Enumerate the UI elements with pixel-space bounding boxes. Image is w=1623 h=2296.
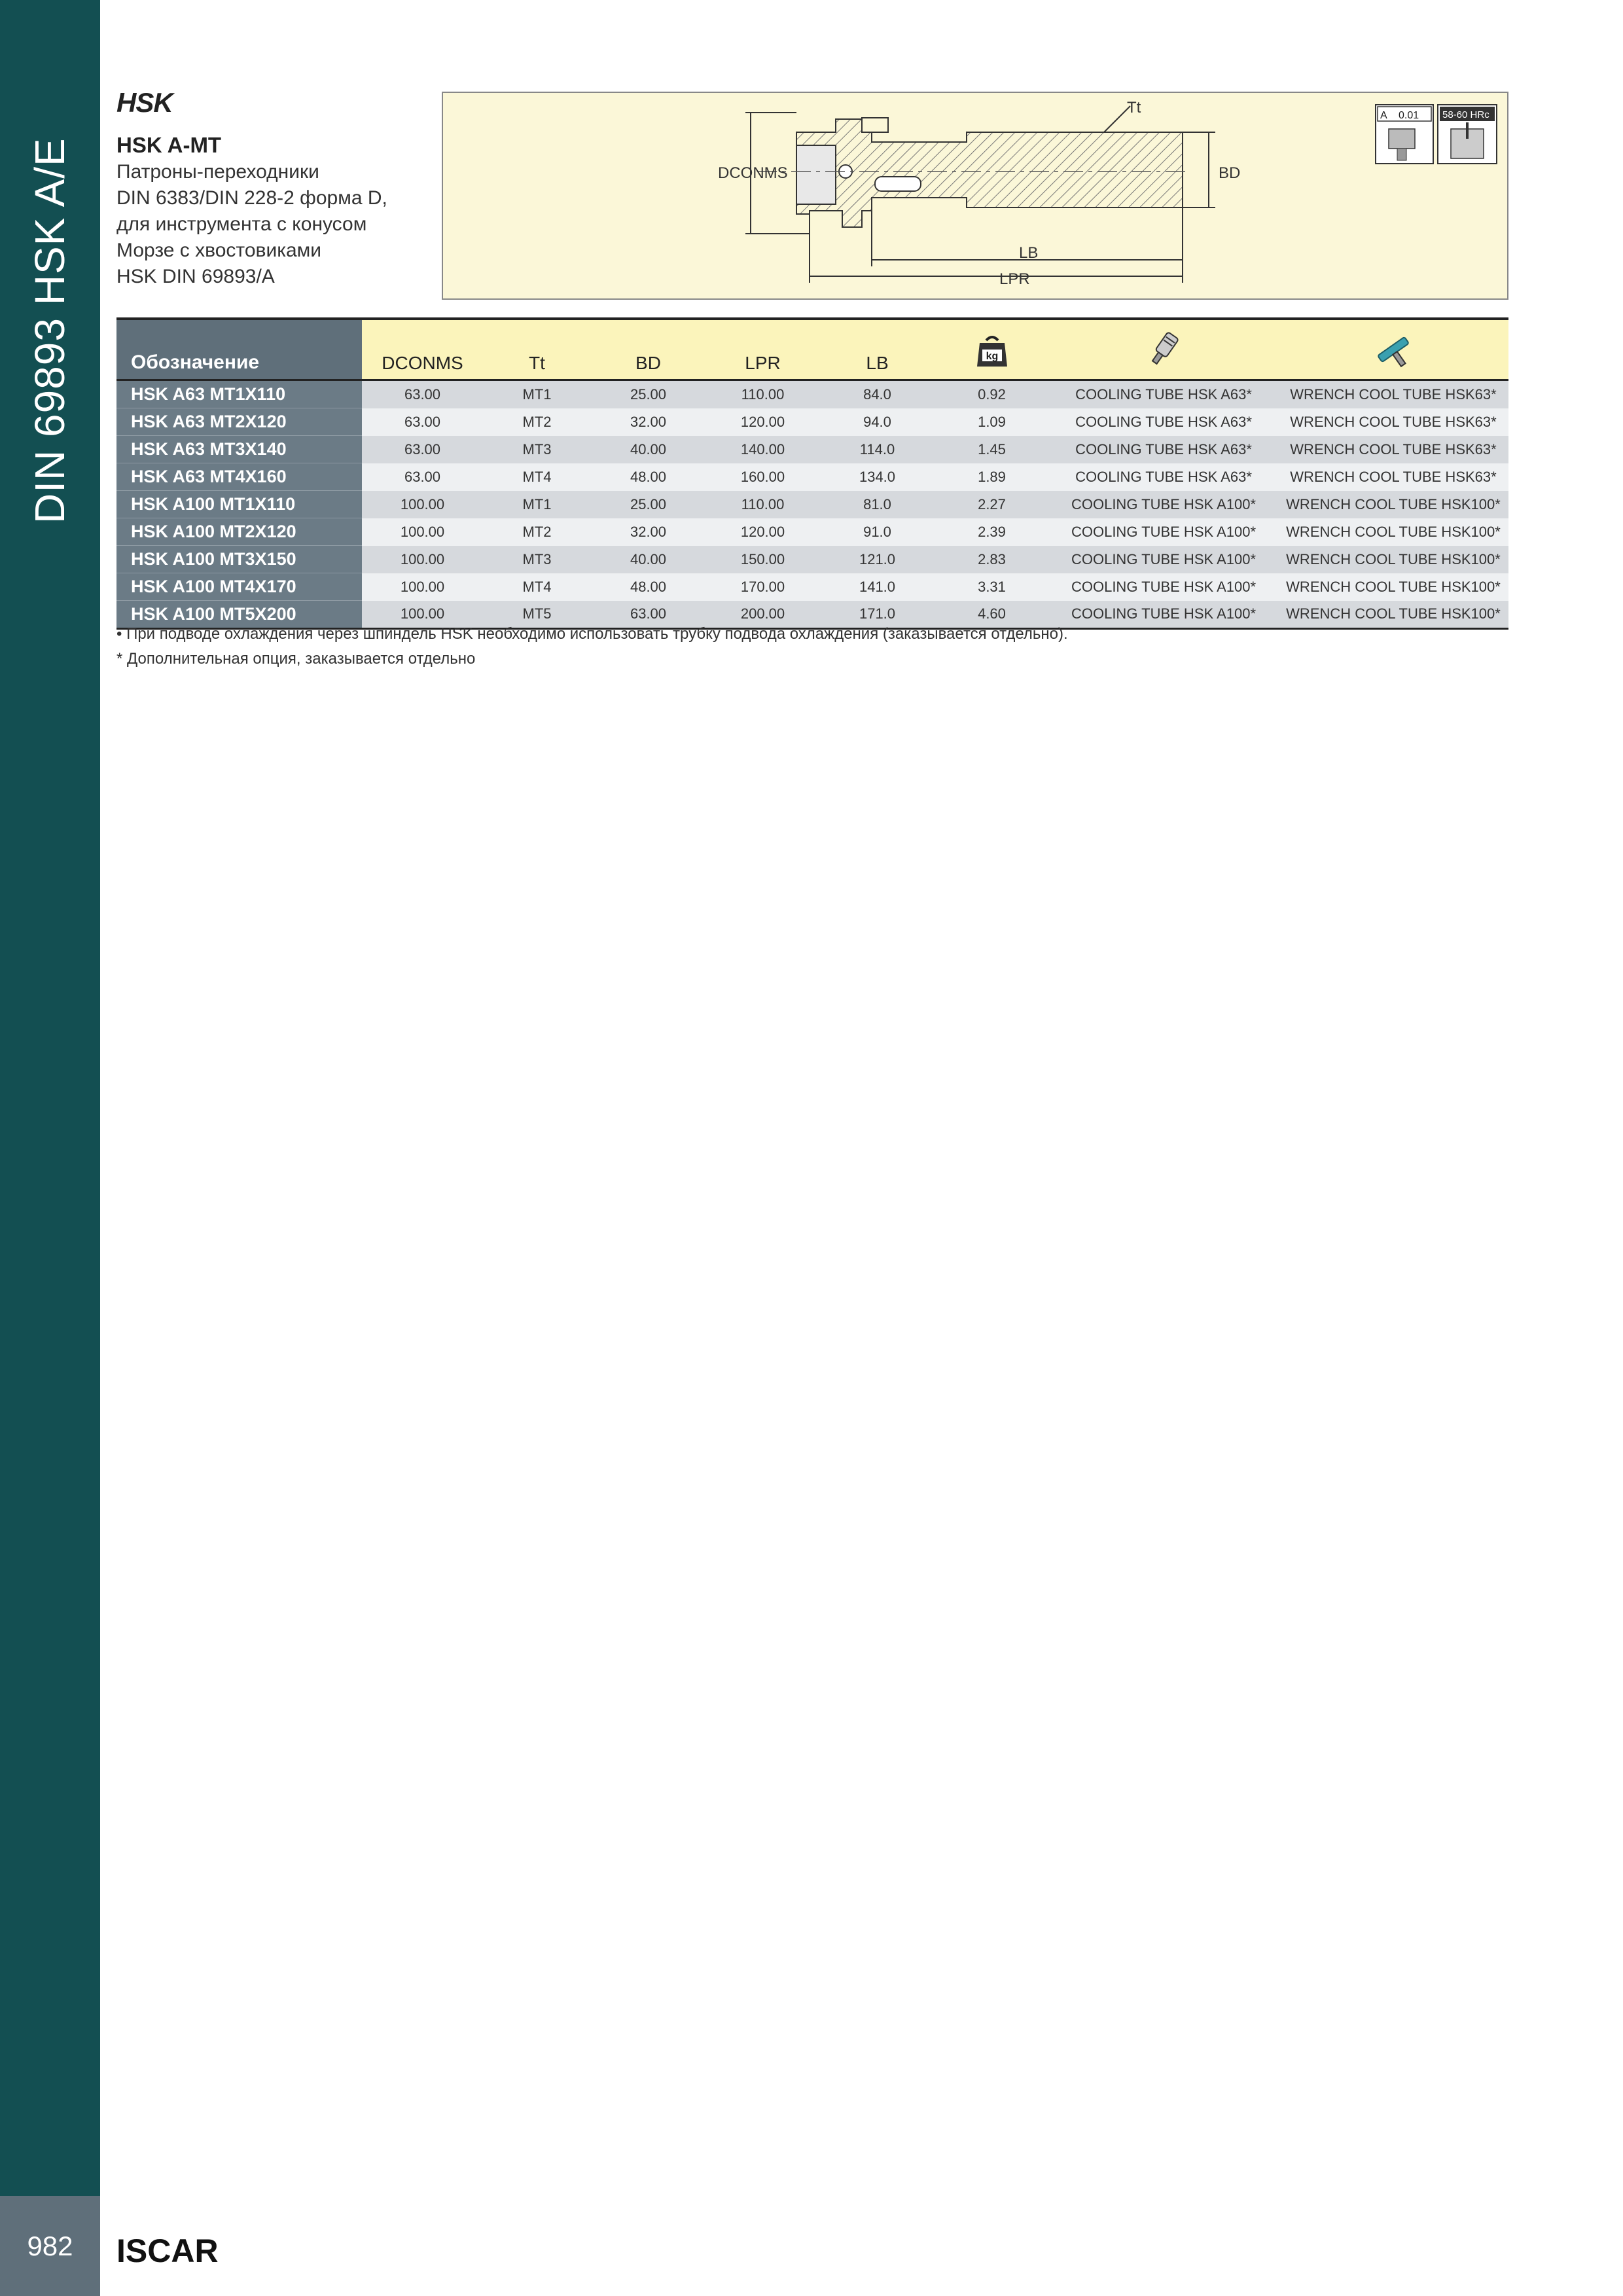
cell-wrench: WRENCH COOL TUBE HSK100* bbox=[1278, 601, 1508, 629]
cell-tt: MT1 bbox=[483, 380, 591, 408]
cell-wrench: WRENCH COOL TUBE HSK100* bbox=[1278, 546, 1508, 573]
cell-lb: 171.0 bbox=[820, 601, 935, 629]
cell-tt: MT1 bbox=[483, 491, 591, 518]
cell-bd: 48.00 bbox=[591, 573, 705, 601]
header-designation: Обозначение bbox=[116, 319, 362, 380]
header-weight bbox=[935, 319, 1049, 380]
cell-lb: 91.0 bbox=[820, 518, 935, 546]
cell-designation: HSK A100 MT3X150 bbox=[116, 546, 362, 573]
table-row bbox=[116, 463, 1508, 491]
cell-lb: 114.0 bbox=[820, 436, 935, 463]
cell-bd: 32.00 bbox=[591, 518, 705, 546]
table-header-row bbox=[116, 319, 1508, 380]
weight-icon-label: kg bbox=[986, 351, 998, 362]
cell-lpr: 170.00 bbox=[705, 573, 820, 601]
footnote-option: * Дополнительная опция, заказывается отдельно bbox=[116, 650, 476, 668]
section-title-text: DIN 69893 HSK A/E bbox=[26, 137, 73, 524]
description-line: Морзе с хвостовиками bbox=[116, 240, 322, 261]
description-line: для инструмента с конусом bbox=[116, 213, 367, 235]
cell-kg: 2.39 bbox=[935, 518, 1049, 546]
cell-dconms: 63.00 bbox=[362, 408, 483, 436]
cell-kg: 4.60 bbox=[935, 601, 1049, 629]
cell-dconms: 63.00 bbox=[362, 463, 483, 491]
cell-lpr: 110.00 bbox=[705, 491, 820, 518]
hardness-badge bbox=[1438, 105, 1497, 164]
product-description bbox=[116, 159, 457, 290]
page-number: 982 bbox=[0, 2196, 100, 2296]
cell-kg: 1.09 bbox=[935, 408, 1049, 436]
cell-kg: 0.92 bbox=[935, 380, 1049, 408]
cell-tt: MT2 bbox=[483, 408, 591, 436]
table-row bbox=[116, 380, 1508, 408]
header-wrench bbox=[1278, 319, 1508, 380]
cell-tt: MT2 bbox=[483, 518, 591, 546]
cell-designation: HSK A100 MT1X110 bbox=[116, 491, 362, 518]
label-lb: LB bbox=[1019, 244, 1039, 262]
cell-wrench: WRENCH COOL TUBE HSK63* bbox=[1278, 436, 1508, 463]
header-lpr: LPR bbox=[705, 319, 820, 380]
cell-lb: 81.0 bbox=[820, 491, 935, 518]
label-lpr: LPR bbox=[999, 270, 1030, 288]
label-dconms: DCONMS bbox=[718, 164, 788, 182]
cell-bd: 25.00 bbox=[591, 491, 705, 518]
footnotes bbox=[116, 622, 1068, 672]
header-tt: Tt bbox=[483, 319, 591, 380]
cell-wrench: WRENCH COOL TUBE HSK63* bbox=[1278, 463, 1508, 491]
tolerance-badge bbox=[1376, 105, 1433, 164]
cell-dconms: 63.00 bbox=[362, 436, 483, 463]
cell-lpr: 120.00 bbox=[705, 518, 820, 546]
cell-bd: 63.00 bbox=[591, 601, 705, 629]
cell-dconms: 100.00 bbox=[362, 491, 483, 518]
cell-designation: HSK A63 MT3X140 bbox=[116, 436, 362, 463]
cell-bd: 48.00 bbox=[591, 463, 705, 491]
cell-bd: 32.00 bbox=[591, 408, 705, 436]
cell-designation: HSK A100 MT4X170 bbox=[116, 573, 362, 601]
cell-tt: MT4 bbox=[483, 463, 591, 491]
hardness-value: 58-60 HRc bbox=[1442, 109, 1489, 120]
wrench-icon bbox=[1370, 330, 1416, 369]
cell-tt: MT3 bbox=[483, 436, 591, 463]
cell-cooling: COOLING TUBE HSK A63* bbox=[1049, 436, 1278, 463]
cell-tt: MT4 bbox=[483, 573, 591, 601]
side-band bbox=[0, 0, 100, 2196]
description-line: Патроны-переходники bbox=[116, 161, 319, 183]
cell-wrench: WRENCH COOL TUBE HSK63* bbox=[1278, 408, 1508, 436]
technical-drawing bbox=[442, 92, 1508, 300]
cell-kg: 1.45 bbox=[935, 436, 1049, 463]
cell-lpr: 160.00 bbox=[705, 463, 820, 491]
cell-wrench: WRENCH COOL TUBE HSK100* bbox=[1278, 573, 1508, 601]
footnote-cooling: • При подводе охлаждения через шпиндель HSK необходимо использовать трубку подвода охлаждения (заказывается отдельно). bbox=[116, 625, 1068, 643]
cell-lb: 141.0 bbox=[820, 573, 935, 601]
cell-bd: 40.00 bbox=[591, 436, 705, 463]
tolerance-value: 0.01 bbox=[1399, 110, 1419, 121]
cell-lpr: 150.00 bbox=[705, 546, 820, 573]
cell-lb: 134.0 bbox=[820, 463, 935, 491]
cooling-tube-icon bbox=[1144, 330, 1183, 369]
cell-lb: 121.0 bbox=[820, 546, 935, 573]
cell-lb: 84.0 bbox=[820, 380, 935, 408]
cell-designation: HSK A63 MT2X120 bbox=[116, 408, 362, 436]
table-body bbox=[116, 380, 1508, 629]
cell-dconms: 100.00 bbox=[362, 546, 483, 573]
tool-drawing-svg bbox=[443, 93, 1507, 298]
cell-kg: 3.31 bbox=[935, 573, 1049, 601]
cell-wrench: WRENCH COOL TUBE HSK100* bbox=[1278, 491, 1508, 518]
cell-designation: HSK A100 MT2X120 bbox=[116, 518, 362, 546]
cell-dconms: 100.00 bbox=[362, 573, 483, 601]
cell-kg: 1.89 bbox=[935, 463, 1049, 491]
cell-bd: 25.00 bbox=[591, 380, 705, 408]
weight-kg-icon bbox=[974, 334, 1010, 369]
cell-cooling: COOLING TUBE HSK A63* bbox=[1049, 408, 1278, 436]
cell-lpr: 200.00 bbox=[705, 601, 820, 629]
header-cooling-tube bbox=[1049, 319, 1278, 380]
cell-kg: 2.27 bbox=[935, 491, 1049, 518]
section-title bbox=[0, 0, 100, 537]
cell-bd: 40.00 bbox=[591, 546, 705, 573]
cell-tt: MT3 bbox=[483, 546, 591, 573]
description-line: HSK DIN 69893/A bbox=[116, 266, 275, 287]
cell-tt: MT5 bbox=[483, 601, 591, 629]
spec-table bbox=[116, 317, 1508, 630]
cell-cooling: COOLING TUBE HSK A100* bbox=[1049, 601, 1278, 629]
cell-lpr: 110.00 bbox=[705, 380, 820, 408]
cell-cooling: COOLING TUBE HSK A100* bbox=[1049, 573, 1278, 601]
cell-dconms: 100.00 bbox=[362, 601, 483, 629]
table-row bbox=[116, 408, 1508, 436]
cell-wrench: WRENCH COOL TUBE HSK100* bbox=[1278, 518, 1508, 546]
cell-dconms: 100.00 bbox=[362, 518, 483, 546]
cell-lpr: 120.00 bbox=[705, 408, 820, 436]
description-line: DIN 6383/DIN 228-2 форма D, bbox=[116, 187, 387, 209]
cell-designation: HSK A63 MT4X160 bbox=[116, 463, 362, 491]
cell-cooling: COOLING TUBE HSK A63* bbox=[1049, 380, 1278, 408]
cell-cooling: COOLING TUBE HSK A100* bbox=[1049, 491, 1278, 518]
header-lb: LB bbox=[820, 319, 935, 380]
cell-cooling: COOLING TUBE HSK A100* bbox=[1049, 546, 1278, 573]
label-bd: BD bbox=[1219, 164, 1241, 182]
hsk-logo: HSK bbox=[116, 87, 173, 118]
cell-kg: 2.83 bbox=[935, 546, 1049, 573]
cell-cooling: COOLING TUBE HSK A63* bbox=[1049, 463, 1278, 491]
header-bd: BD bbox=[591, 319, 705, 380]
table-row bbox=[116, 573, 1508, 601]
label-tt: Tt bbox=[1127, 99, 1141, 117]
brand-footer: ISCAR bbox=[116, 2233, 219, 2269]
cell-lb: 94.0 bbox=[820, 408, 935, 436]
cell-cooling: COOLING TUBE HSK A100* bbox=[1049, 518, 1278, 546]
table-row bbox=[116, 491, 1508, 518]
cell-designation: HSK A63 MT1X110 bbox=[116, 380, 362, 408]
cell-dconms: 63.00 bbox=[362, 380, 483, 408]
cell-wrench: WRENCH COOL TUBE HSK63* bbox=[1278, 380, 1508, 408]
header-dconms: DCONMS bbox=[362, 319, 483, 380]
cell-lpr: 140.00 bbox=[705, 436, 820, 463]
datum-label: A bbox=[1380, 110, 1387, 121]
cell-designation: HSK A100 MT5X200 bbox=[116, 601, 362, 629]
table-row bbox=[116, 436, 1508, 463]
product-title: HSK A-MT bbox=[116, 133, 222, 157]
table-row bbox=[116, 546, 1508, 573]
table-row bbox=[116, 518, 1508, 546]
tool-body bbox=[757, 118, 1189, 227]
